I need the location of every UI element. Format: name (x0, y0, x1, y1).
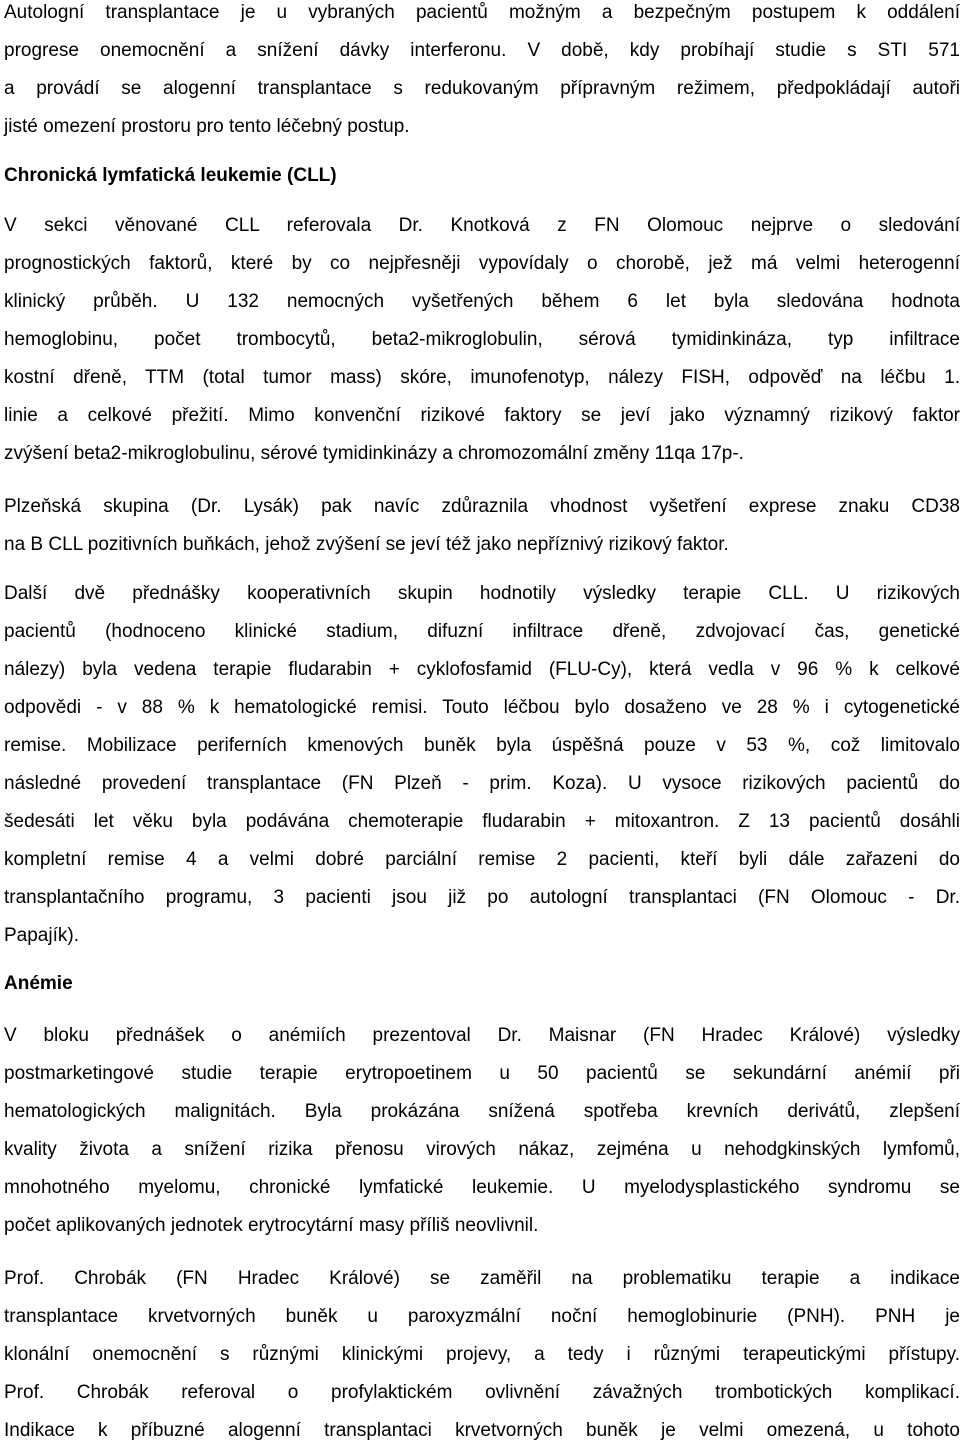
text-line: V bloku přednášek o anémiích prezentoval Dr. Maisnar (FN Hradec Králové) výsledky (4, 1025, 960, 1046)
text-line: kvality života a snížení rizika přenosu virových nákaz, zejména u nehodgkinských lymfomů, (4, 1139, 960, 1160)
text-line: transplantačního programu, 3 pacienti jsou již po autologní transplantaci (FN Olomouc - Dr. (4, 887, 960, 908)
text-line: mnohotného myelomu, chronické lymfatické leukemie. U myelodysplastického syndromu se (4, 1177, 960, 1198)
text-line: šedesáti let věku byla podávána chemoterapie fludarabin + mitoxantron. Z 13 pacientů dosáhli (4, 811, 960, 832)
text-line: Autologní transplantace je u vybraných pacientů možným a bezpečným postupem k oddálení (4, 2, 960, 23)
text-line: Indikace k příbuzné alogenní transplantaci krvetvorných buněk je velmi omezená, u tohoto (4, 1420, 960, 1441)
text-line: progrese onemocnění a snížení dávky interferonu. V době, kdy probíhají studie s STI 571 (4, 40, 960, 61)
text-line: Prof. Chrobák referoval o profylaktickém ovlivnění závažných trombotických komplikací. (4, 1382, 960, 1403)
text-line: hematologických malignitách. Byla prokázána snížená spotřeba krevních derivátů, zlepšení (4, 1101, 960, 1122)
text-line: Papajík). (4, 925, 79, 946)
text-line: transplantace krvetvorných buněk u paroxyzmální noční hemoglobinurie (PNH). PNH je (4, 1306, 960, 1327)
text-line: postmarketingové studie terapie erytropoetinem u 50 pacientů se sekundární anémií při (4, 1063, 960, 1084)
paragraph-autologous-transplant (4, 0, 960, 146)
text-line: na B CLL pozitivních buňkách, jehož zvýšení se jeví též jako nepříznivý rizikový faktor. (4, 534, 729, 555)
section-heading-anemie: Anémie (4, 973, 73, 994)
text-line: odpovědi - v 88 % k hematologické remisi. Touto léčbou bylo dosaženo ve 28 % i cytogenetické (4, 697, 960, 718)
text-line: remise. Mobilizace periferních kmenových buněk byla úspěšná pouze v 53 %, což limitovalo (4, 735, 960, 756)
text-line: klinický průběh. U 132 nemocných vyšetřených během 6 let byla sledována hodnota (4, 291, 960, 312)
text-line: počet aplikovaných jednotek erytrocytární masy příliš neovlivnil. (4, 1215, 539, 1236)
text-line: Další dvě přednášky kooperativních skupin hodnotily výsledky terapie CLL. U rizikových (4, 583, 960, 604)
text-line: Prof. Chrobák (FN Hradec Králové) se zaměřil na problematiku terapie a indikace (4, 1268, 960, 1289)
paragraph-plzen-group (4, 488, 960, 564)
text-line: klonální onemocnění s různými klinickými projevy, a tedy i různými terapeutickými přístupy. (4, 1344, 960, 1365)
paragraph-anemia-erythropoietin (4, 1017, 960, 1245)
text-line: zvýšení beta2-mikroglobulinu, sérové tymidinkinázy a chromozomální změny 11qa 17p-. (4, 443, 744, 464)
text-line: kompletní remise 4 a velmi dobré parciální remise 2 pacienti, kteří byli dále zařazeni do (4, 849, 960, 870)
text-line: kostní dřeně, TTM (total tumor mass) skóre, imunofenotyp, nálezy FISH, odpověď na léčbu 1. (4, 367, 960, 388)
paragraph-cll-therapy-results (4, 575, 960, 955)
text-line: linie a celkové přežití. Mimo konvenční rizikové faktory se jeví jako významný rizikový faktor (4, 405, 960, 426)
text-line: hemoglobinu, počet trombocytů, beta2-mikroglobulin, sérová tymidinkináza, typ infiltrace (4, 329, 960, 350)
section-heading-cll: Chronická lymfatická leukemie (CLL) (4, 165, 337, 186)
text-line: jisté omezení prostoru pro tento léčebný postup. (4, 116, 410, 137)
text-line: a provádí se alogenní transplantace s redukovaným přípravným režimem, předpokládají autoři (4, 78, 960, 99)
paragraph-cll-prognostic-factors (4, 207, 960, 473)
text-line: prognostických faktorů, které by co nejpřesněji vypovídaly o chorobě, jež má velmi heterogenní (4, 253, 960, 274)
text-line: pacientů (hodnoceno klinické stadium, difuzní infiltrace dřeně, zdvojovací čas, genetické (4, 621, 960, 642)
text-line: následné provedení transplantace (FN Plzeň - prim. Koza). U vysoce rizikových pacientů do (4, 773, 960, 794)
text-line: nálezy) byla vedena terapie fludarabin + cyklofosfamid (FLU-Cy), která vedla v 96 % k celkové (4, 659, 960, 680)
paragraph-pnh-transplant (4, 1260, 960, 1446)
text-line: Plzeňská skupina (Dr. Lysák) pak navíc zdůraznila vhodnost vyšetření exprese znaku CD38 (4, 496, 960, 517)
text-line: V sekci věnované CLL referovala Dr. Knotková z FN Olomouc nejprve o sledování (4, 215, 960, 236)
